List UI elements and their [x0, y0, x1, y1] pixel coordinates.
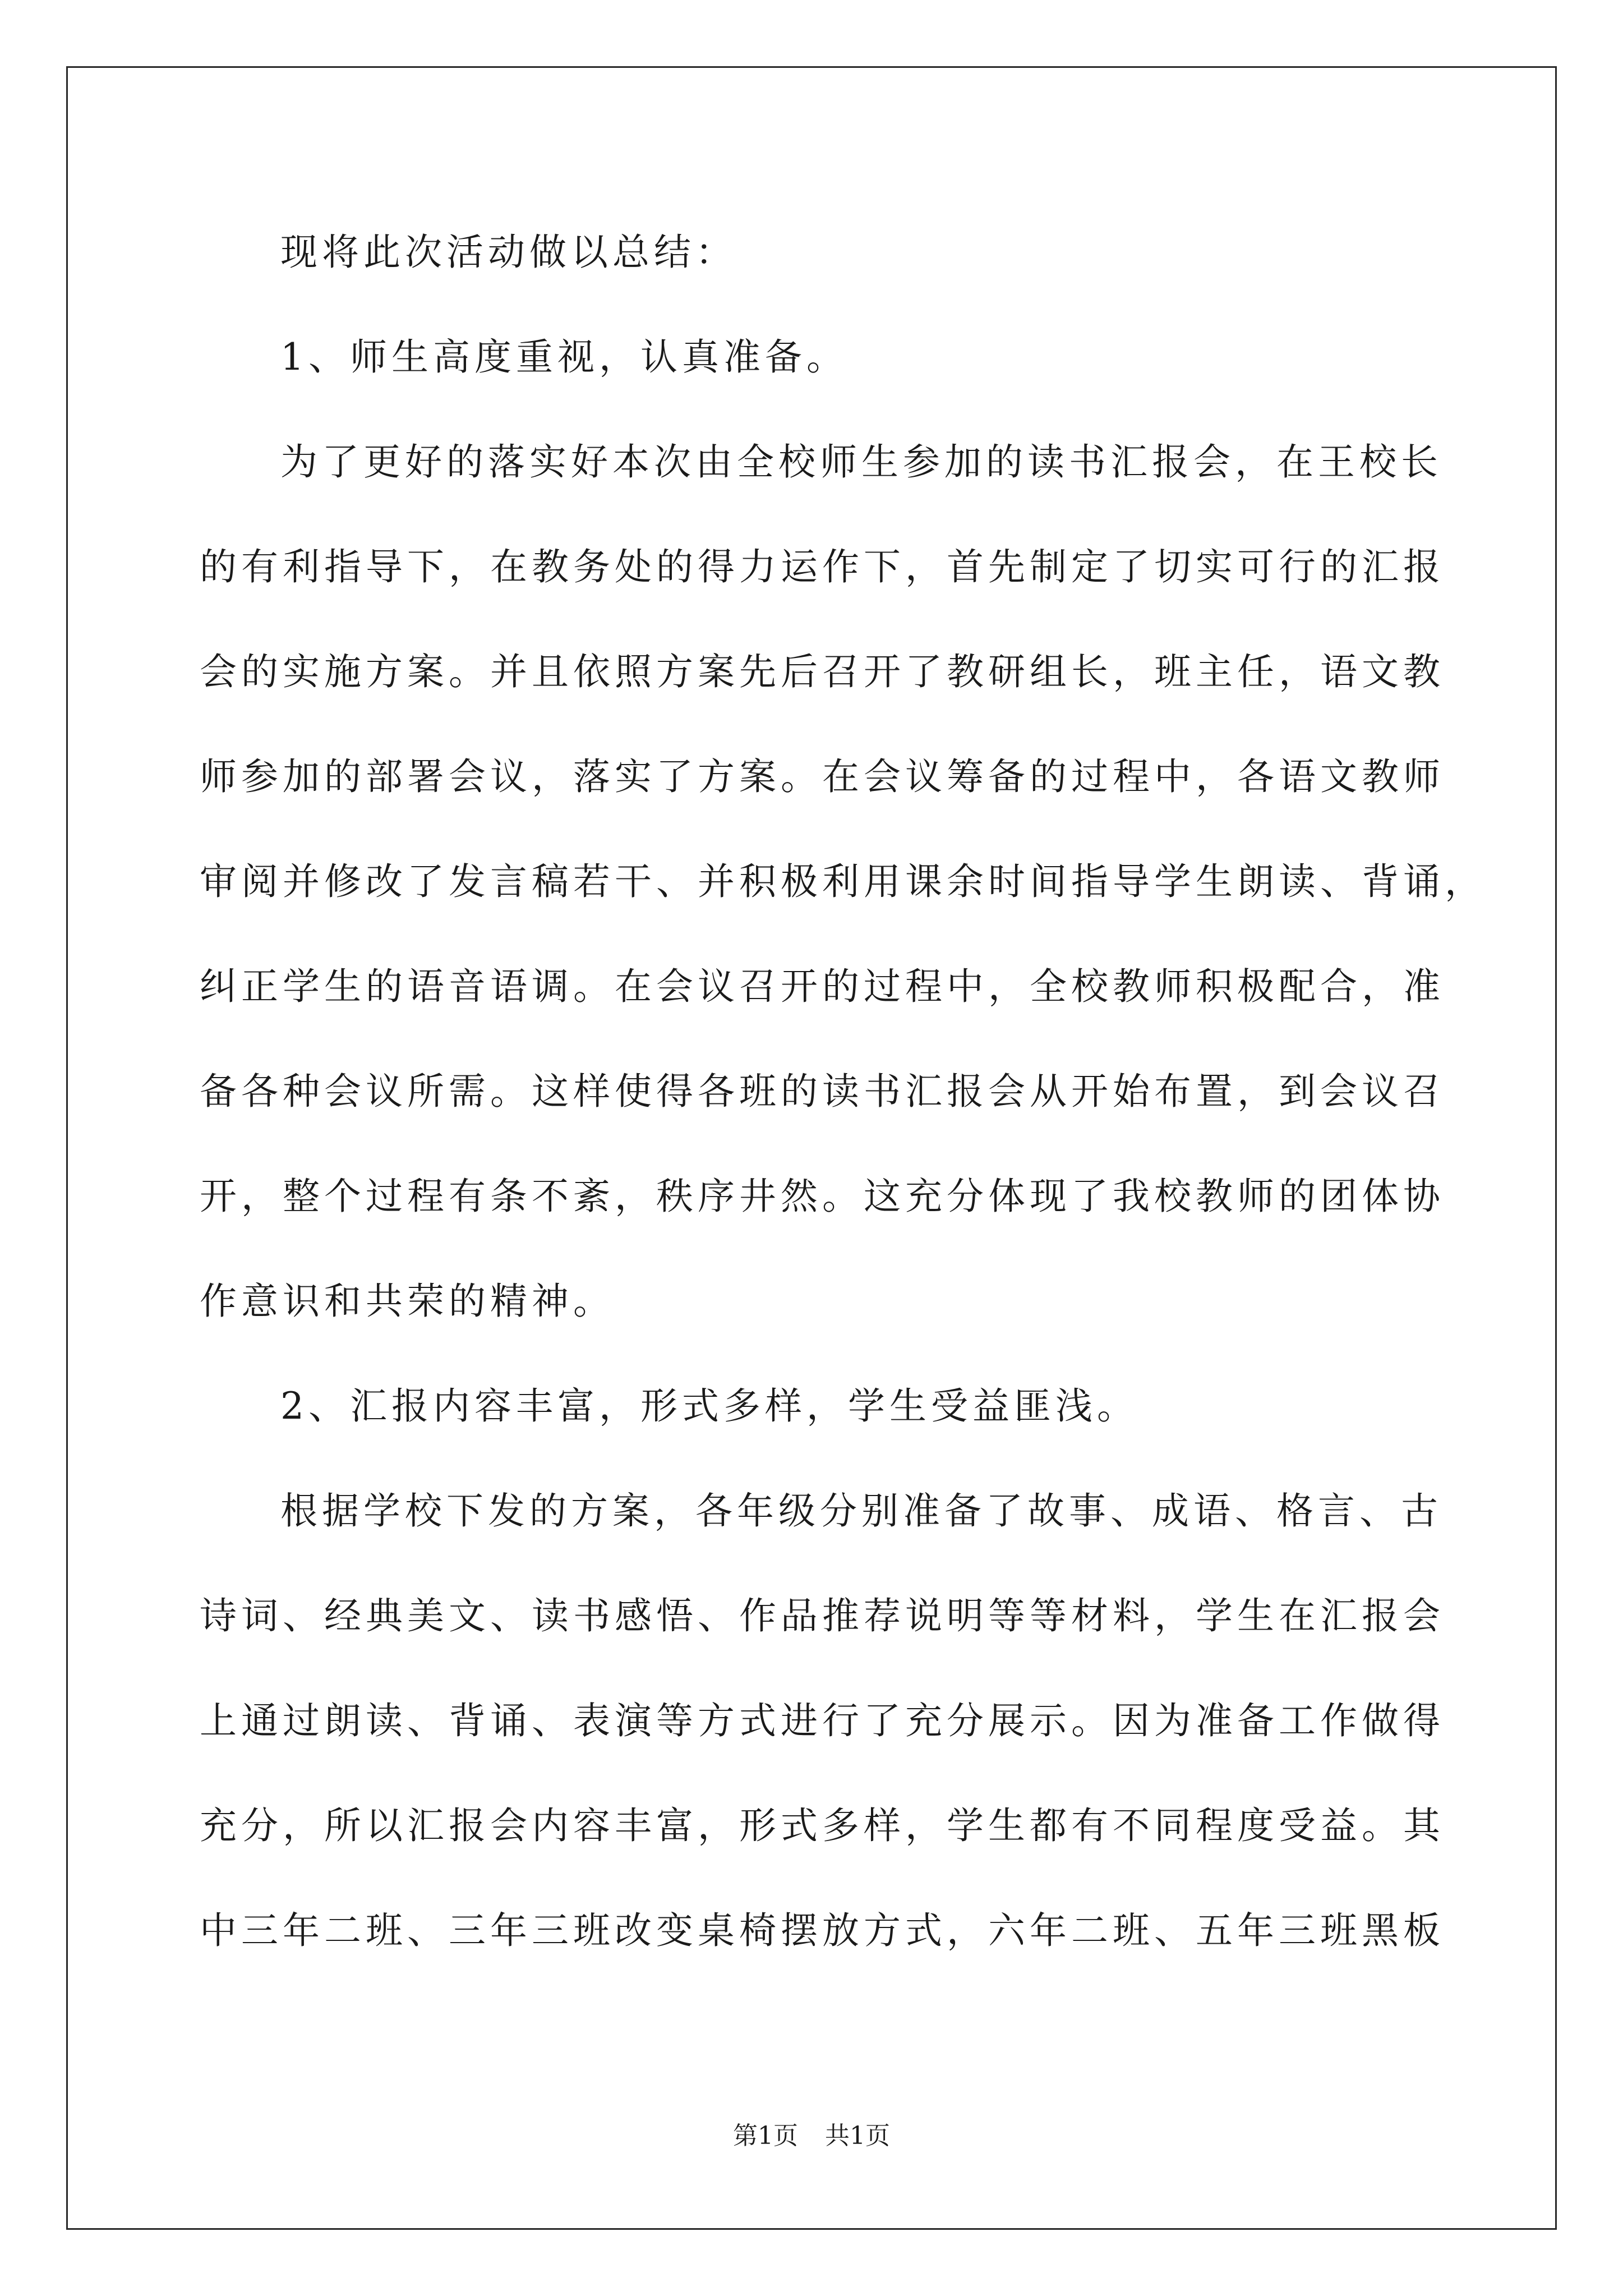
text-line: 的有利指导下，在教务处的得力运作下，首先制定了切实可行的汇报 — [200, 545, 1445, 588]
text-line: 会的实施方案。并且依照方案先后召开了教研组长，班主任，语文教 — [200, 650, 1445, 693]
page-footer — [0, 2119, 1623, 2153]
text-line: 中三年二班、三年三班改变桌椅摆放方式，六年二班、五年三班黑板 — [200, 1909, 1445, 1952]
text-line: 1、师生高度重视，认真准备。 — [280, 335, 848, 379]
text-line: 开，整个过程有条不紊，秩序井然。这充分体现了我校教师的团体协 — [200, 1175, 1445, 1218]
text-line: 为了更好的落实好本次由全校师生参加的读书汇报会，在王校长 — [280, 440, 1442, 484]
text-line: 作意识和共荣的精神。 — [200, 1280, 615, 1323]
text-line: 备各种会议所需。这样使得各班的读书汇报会从开始布置，到会议召 — [200, 1070, 1445, 1113]
text-line: 审阅并修改了发言稿若干、并积极利用课余时间指导学生朗读、背诵， — [200, 860, 1486, 903]
text-line: 充分，所以汇报会内容丰富，形式多样，学生都有不同程度受益。其 — [200, 1804, 1445, 1847]
text-line: 根据学校下发的方案，各年级分别准备了故事、成语、格言、古 — [280, 1489, 1442, 1533]
page-total: 共1页 — [825, 2122, 890, 2150]
text-line: 纠正学生的语音语调。在会议召开的过程中，全校教师积极配合，准 — [200, 965, 1445, 1008]
text-line: 2、汇报内容丰富，形式多样，学生受益匪浅。 — [280, 1384, 1138, 1428]
text-line: 现将此次活动做以总结： — [280, 231, 737, 274]
text-line: 诗词、经典美文、读书感悟、作品推荐说明等等材料，学生在汇报会 — [200, 1594, 1445, 1637]
text-line: 师参加的部署会议，落实了方案。在会议筹备的过程中，各语文教师 — [200, 755, 1445, 798]
document-body — [200, 227, 1486, 2010]
text-line: 上通过朗读、背诵、表演等方式进行了充分展示。因为准备工作做得 — [200, 1699, 1445, 1742]
page-number: 第1页 — [733, 2122, 798, 2150]
